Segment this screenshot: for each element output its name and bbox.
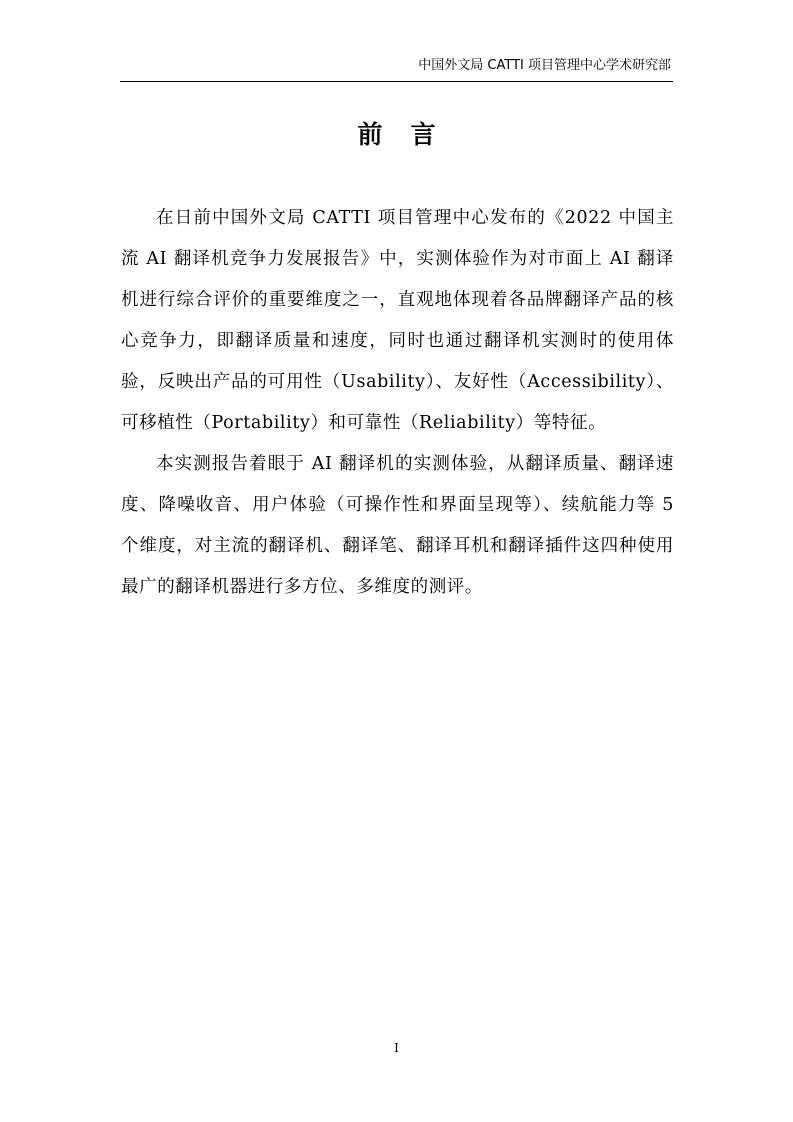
page-title: 前言	[357, 119, 464, 149]
running-header: 中国外文局 CATTI 项目管理中心学术研究部	[418, 58, 671, 73]
paragraph-1: 在日前中国外文局 CATTI 项目管理中心发布的《2022 中国主流 AI 翻译机竞争力发展报告》中，实测体验作为对市面上 AI 翻译机进行综合评价的重要维度之一，直观地体现着各品牌翻译产品的核心竞争力，即翻译质量和速度，同时也通过翻译机实测时的使用体验，反映出产品的可用性（Usability）、友好性（Accessibility）、可移植性（Portability）和可靠性（Reliability）等特征。	[121, 208, 674, 433]
paragraph-2: 本实测报告着眼于 AI 翻译机的实测体验，从翻译质量、翻译速度、降噪收音、用户体验（可操作性和界面呈现等）、续航能力等 5 个维度，对主流的翻译机、翻译笔、翻译耳机和翻译插件这四种使用最广的翻译机器进行多方位、多维度的测评。	[121, 454, 674, 597]
header-divider	[120, 81, 673, 82]
page-number: I	[394, 1041, 399, 1055]
body-text	[121, 198, 674, 608]
